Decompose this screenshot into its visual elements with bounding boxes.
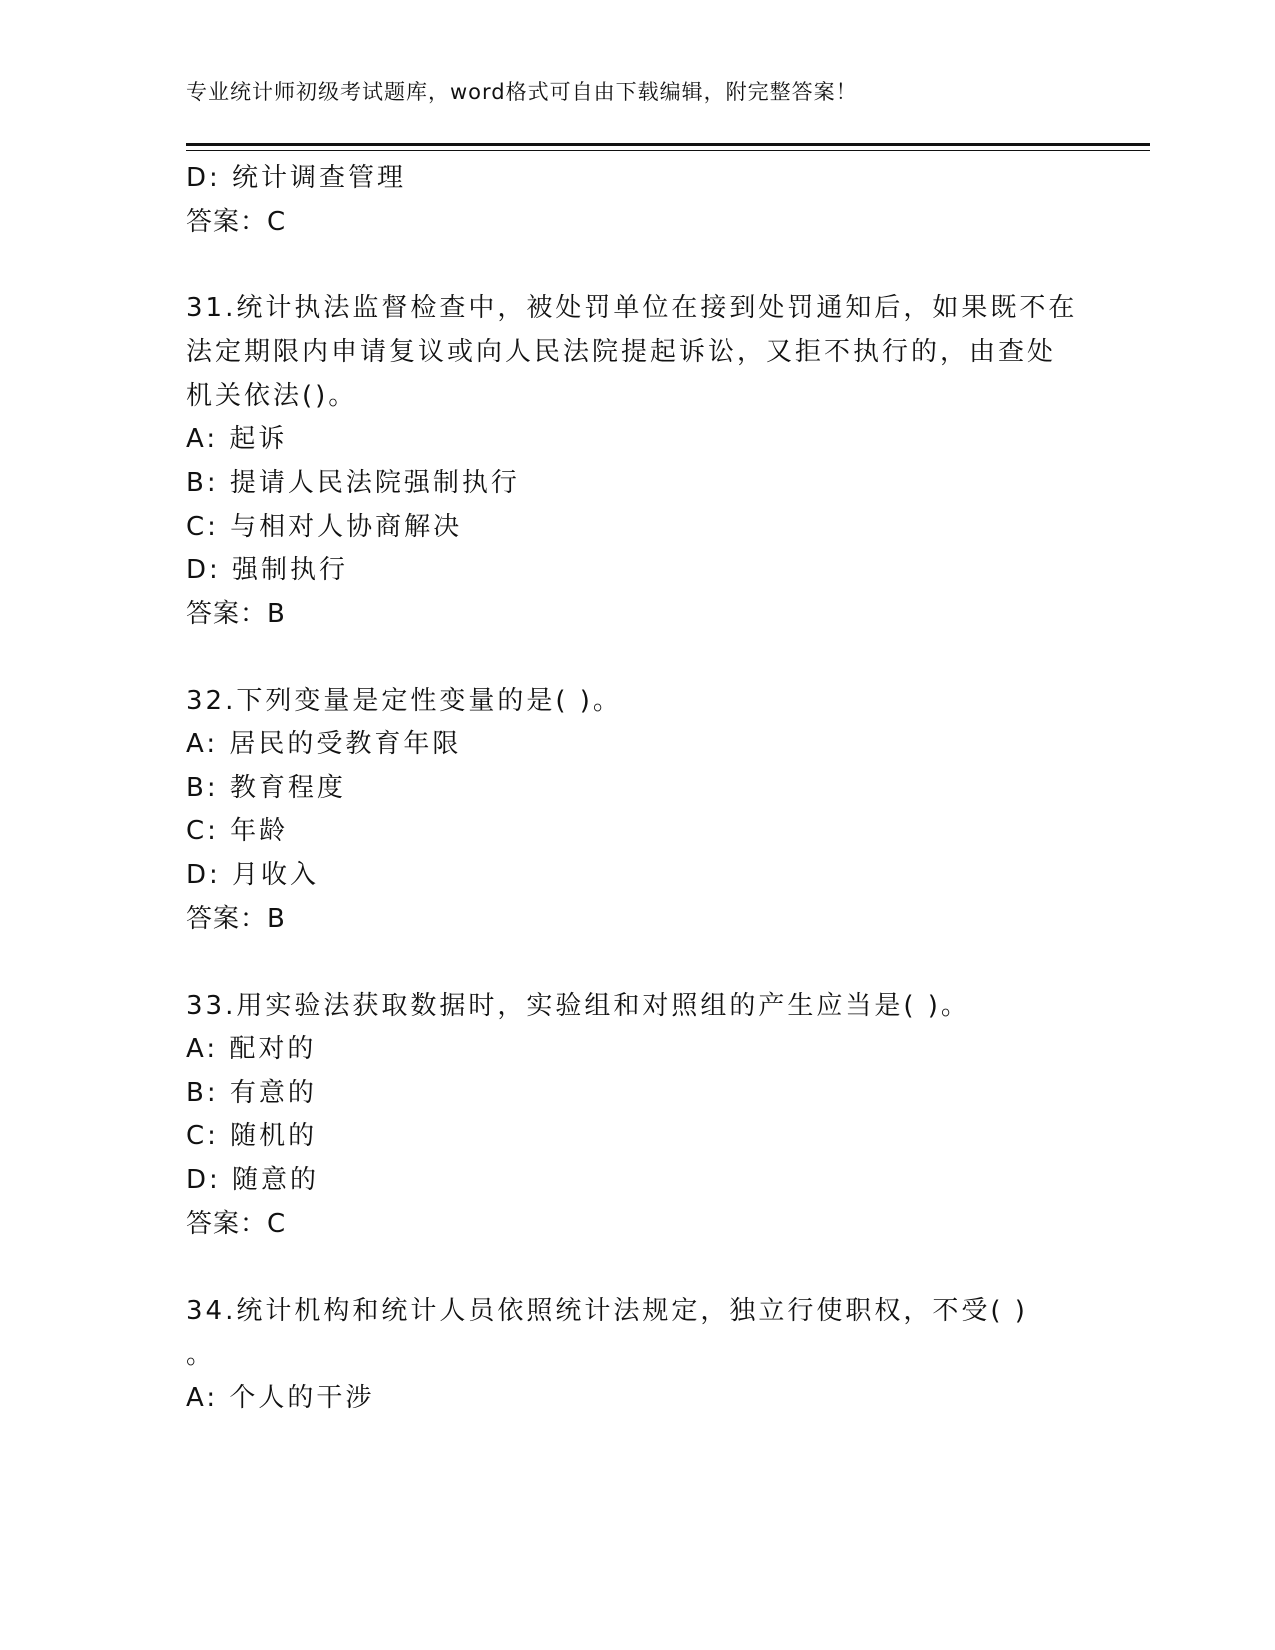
answer-q33: 答案：C — [186, 1209, 287, 1239]
question-32-line-1: 32.下列变量是定性变量的是( )。 — [186, 686, 622, 716]
header-rule-thick — [186, 143, 1150, 146]
answer-q31: 答案：B — [186, 599, 286, 629]
option-c-q32: C: 年龄 — [186, 816, 289, 846]
option-a-q31: A: 起诉 — [186, 424, 288, 454]
option-d-q32: D: 月收入 — [186, 860, 320, 890]
answer-q32: 答案：B — [186, 904, 286, 934]
option-b-q31: B: 提请人民法院强制执行 — [186, 468, 520, 498]
answer-q30: 答案：C — [186, 207, 287, 237]
header-rule-thin — [186, 150, 1150, 151]
question-31-line-3: 机关依法()。 — [186, 381, 358, 411]
option-a-q33: A: 配对的 — [186, 1034, 317, 1064]
question-34-line-1: 34.统计机构和统计人员依照统计法规定，独立行使职权，不受( ) — [186, 1296, 1028, 1326]
option-b-q33: B: 有意的 — [186, 1078, 317, 1108]
option-d-q33: D: 随意的 — [186, 1165, 320, 1195]
option-a-q34: A: 个人的干涉 — [186, 1383, 375, 1413]
option-c-q33: C: 随机的 — [186, 1121, 318, 1151]
page-header: 专业统计师初级考试题库，word格式可自由下载编辑，附完整答案！ — [186, 80, 858, 104]
option-a-q32: A: 居民的受教育年限 — [186, 729, 462, 759]
option-c-q31: C: 与相对人协商解决 — [186, 512, 463, 542]
question-34-line-2: 。 — [186, 1340, 216, 1370]
question-31-line-1: 31.统计执法监督检查中，被处罚单位在接到处罚通知后，如果既不在 — [186, 293, 1078, 323]
option-d-q30: D: 统计调查管理 — [186, 163, 407, 193]
question-31-line-2: 法定期限内申请复议或向人民法院提起诉讼，又拒不执行的，由查处 — [186, 337, 1057, 367]
option-d-q31: D: 强制执行 — [186, 555, 349, 585]
option-b-q32: B: 教育程度 — [186, 773, 346, 803]
question-33-line-1: 33.用实验法获取数据时，实验组和对照组的产生应当是( )。 — [186, 991, 970, 1021]
